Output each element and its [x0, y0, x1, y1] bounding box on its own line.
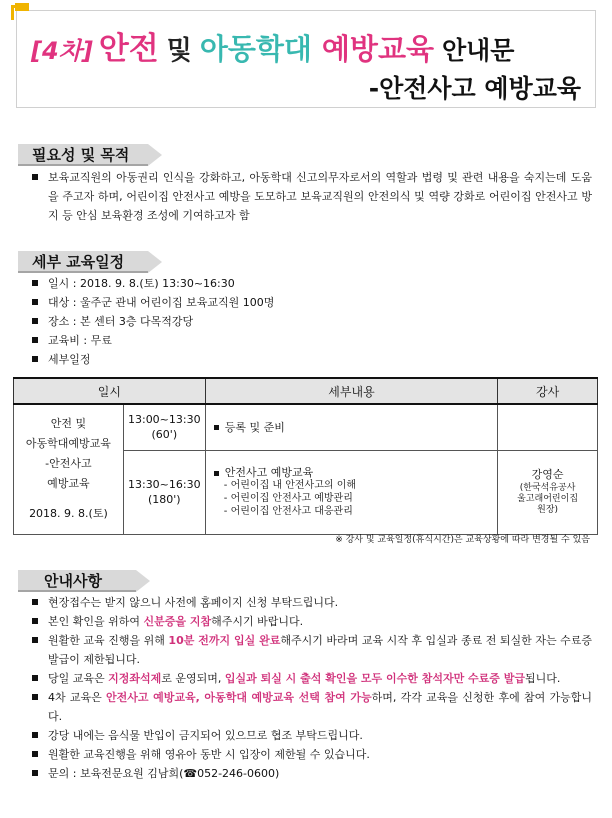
notice-list	[32, 593, 592, 783]
title-tag: [4차]	[31, 37, 93, 65]
title-word-notice: 안내문	[441, 36, 515, 65]
lecturer-cell	[498, 404, 598, 450]
notice-text: 현장접수는 받지 않으니 사전에 홈페이지 신청 부탁드립니다.	[48, 596, 339, 609]
lecturer-affiliation: 울고래어린이집	[517, 494, 579, 504]
column-header-datetime: 일시	[14, 378, 206, 404]
schedule-place: 장소 : 본 센터 3층 다목적강당	[48, 315, 194, 328]
notice-highlight: 안전사고 예방교육, 아동학대 예방교육 선택 참여 가능	[106, 691, 372, 704]
bullet-icon	[32, 675, 38, 681]
list-item	[32, 331, 592, 350]
column-header-lecturer: 강사	[498, 378, 598, 404]
section-header-purpose: 필요성 및 목적	[18, 144, 148, 166]
notice-text: 원활한 교육 진행을 위해	[48, 634, 169, 647]
notice-text: 됩니다.	[525, 672, 561, 685]
bullet-icon	[214, 425, 219, 430]
notice-highlight: 지정좌석제	[108, 672, 162, 685]
time-range: 13:30~16:30	[127, 478, 201, 491]
bullet-icon	[32, 299, 38, 305]
session-line: -안전사고	[45, 457, 92, 471]
list-item	[32, 631, 592, 669]
list-item	[32, 274, 592, 293]
schedule-table	[13, 377, 598, 535]
contact-text: 문의 : 보육전문요원 김남희(☎052-246-0600)	[48, 767, 280, 780]
list-item	[32, 312, 592, 331]
notice-text: 본인 확인을 위하여	[48, 615, 144, 628]
notice-text: 강당 내에는 음식물 반입이 금지되어 있으므로 협조 부탁드립니다.	[48, 729, 363, 742]
bullet-icon	[32, 637, 38, 643]
purpose-text: 보육교직원의 아동권리 인식을 강화하고, 아동학대 신고의무자로서의 역할과 법령 및 관련 내용을 숙지는데 도움을 주고자 하며, 어린이집 안전사고 예방을 도모하고 보육교직원의 안전의식 및 역량 강화로 어린이집 안전사고 방지 등 안심 보육환경 조성에 기여하고자 함	[48, 171, 592, 222]
schedule-date: 일시 : 2018. 9. 8.(토) 13:30~16:30	[48, 277, 235, 290]
notice-highlight: 입실과 퇴실 시 출석 확인을 모두 이수한 참석자만 수료증 발급	[224, 672, 526, 685]
title-word-and: 및	[166, 36, 192, 66]
time-duration: (60')	[151, 428, 178, 442]
purpose-item	[32, 168, 592, 225]
session-line: 예방교육	[47, 477, 90, 491]
content-cell	[205, 404, 497, 450]
time-cell	[123, 450, 205, 534]
content-text: 안전사고 예방교육	[224, 466, 314, 479]
list-item	[32, 293, 592, 312]
notice-highlight: 10분 전까지 입실 완료	[168, 634, 281, 647]
list-item	[32, 593, 592, 612]
title-word-child-abuse: 아동학대	[199, 32, 312, 66]
section-header-schedule: 세부 교육일정	[18, 251, 148, 273]
notice-text: 당일 교육은	[48, 672, 109, 685]
title-word-safety: 안전	[98, 31, 159, 67]
list-item	[32, 745, 592, 764]
lecturer-cell	[498, 450, 598, 534]
schedule-detail-label: 세부일정	[48, 353, 91, 366]
list-item	[32, 350, 592, 369]
notice-text: 해주시기 바라며 교육 시작 후 입실과 종료 전 퇴실한 자는 수료증 발급이 제한됩니다.	[48, 634, 593, 666]
title-line-2: -안전사고 예방교육	[368, 74, 581, 103]
bullet-icon	[32, 732, 38, 738]
schedule-fee: 교육비 : 무료	[48, 334, 112, 347]
section-header-notice: 안내사항	[18, 570, 136, 592]
list-item	[32, 612, 592, 631]
bullet-icon	[32, 770, 38, 776]
table-note: ※ 강사 및 교육일정(휴식시간)은 교육상황에 따라 변경될 수 있음	[335, 535, 590, 545]
content-text: 등록 및 준비	[224, 420, 285, 434]
content-subitem: - 어린이집 안전사고 대응관리	[223, 506, 353, 517]
title-word-prevention: 예방교육	[321, 32, 434, 66]
session-line: 아동학대예방교육	[25, 437, 111, 451]
bullet-icon	[32, 618, 38, 624]
bullet-icon	[214, 471, 219, 476]
bullet-icon	[32, 318, 38, 324]
list-item	[32, 726, 592, 745]
notice-text: 원활한 교육진행을 위해 영유아 동반 시 입장이 제한될 수 있습니다.	[48, 748, 370, 761]
list-item	[32, 764, 592, 783]
column-header-content: 세부내용	[205, 378, 497, 404]
list-item	[32, 669, 592, 688]
time-range: 13:00~13:30	[127, 413, 201, 427]
session-cell	[14, 404, 124, 534]
title-box	[16, 10, 596, 108]
notice-text: 4차 교육은	[48, 691, 107, 704]
bullet-icon	[32, 337, 38, 343]
notice-text: 로 운영되며,	[161, 672, 225, 685]
lecturer-affiliation: (한국석유공사	[519, 483, 576, 493]
time-duration: (180')	[148, 493, 181, 506]
bullet-icon	[32, 356, 38, 362]
purpose-list	[32, 168, 592, 225]
bullet-icon	[32, 280, 38, 286]
content-cell	[205, 450, 497, 534]
schedule-target: 대상 : 울주군 관내 어린이집 보육교직원 100명	[48, 296, 275, 309]
table-header-row	[14, 378, 598, 404]
list-item	[32, 688, 592, 726]
notice-text: 하며, 각각 교육을 신청한 후에 참여 가능합니다.	[48, 691, 592, 723]
session-line: 안전 및	[50, 417, 87, 431]
bullet-icon	[32, 599, 38, 605]
content-subitem: - 어린이집 안전사고 예방관리	[223, 493, 353, 504]
lecturer-name: 강영순	[531, 468, 564, 481]
session-date: 2018. 9. 8.(토)	[29, 507, 108, 521]
bullet-icon	[32, 694, 38, 700]
notice-text: 해주시기 바랍니다.	[211, 615, 304, 628]
table-row	[14, 404, 598, 450]
title-line-1	[31, 23, 514, 68]
schedule-list	[32, 274, 592, 369]
time-cell	[123, 404, 205, 450]
lecturer-affiliation: 원장)	[537, 505, 559, 515]
bullet-icon	[32, 751, 38, 757]
notice-highlight: 신분증을 지참	[143, 615, 212, 628]
bullet-icon	[32, 174, 38, 180]
content-subitem: - 어린이집 내 안전사고의 이해	[223, 480, 357, 491]
